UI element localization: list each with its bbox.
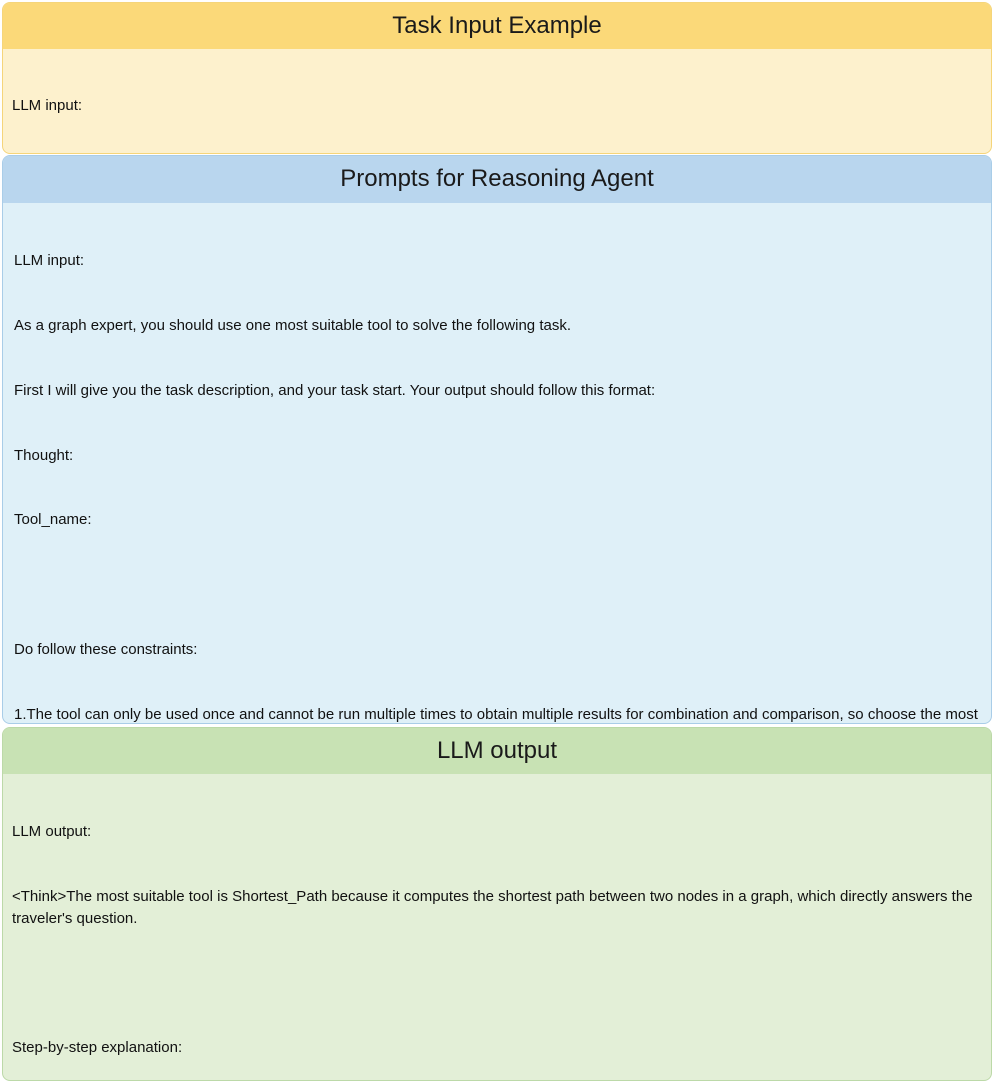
task-input-label: LLM input: [12, 97, 83, 115]
reasoning-prompt-title: Prompts for Reasoning Agent [3, 156, 991, 203]
output-line [12, 972, 981, 994]
llm-output-body [3, 774, 991, 1081]
output-line: LLM output: [12, 823, 92, 841]
prompt-line: LLM input: [14, 252, 85, 270]
llm-output-panel [2, 727, 992, 1081]
reasoning-prompt-body [3, 203, 991, 724]
task-input-body [3, 49, 991, 154]
prompt-constraint: 1.The tool can only be used once and cannot be run multiple times to obtain multiple results for combination and comparison, so choose the most [14, 705, 978, 723]
prompt-line: Thought: [14, 446, 74, 464]
llm-output-title: LLM output [3, 728, 991, 774]
prompt-line [14, 574, 981, 596]
output-line: Step-by-step explanation: [12, 1039, 183, 1057]
prompt-line: Do follow these constraints: [14, 640, 198, 658]
reasoning-prompt-panel [2, 155, 992, 724]
prompt-line: First I will give you the task description, and your task start. Your output should follow this format: [14, 381, 656, 399]
task-input-title: Task Input Example [3, 3, 991, 49]
prompt-line: Tool_name: [14, 511, 92, 529]
prompt-line: As a graph expert, you should use one most suitable tool to solve the following task. [14, 316, 571, 334]
output-line: <Think>The most suitable tool is Shortest_Path because it computes the shortest path between two nodes in a graph, which directly answers the traveler's question. [12, 887, 977, 927]
task-input-panel [2, 2, 992, 154]
